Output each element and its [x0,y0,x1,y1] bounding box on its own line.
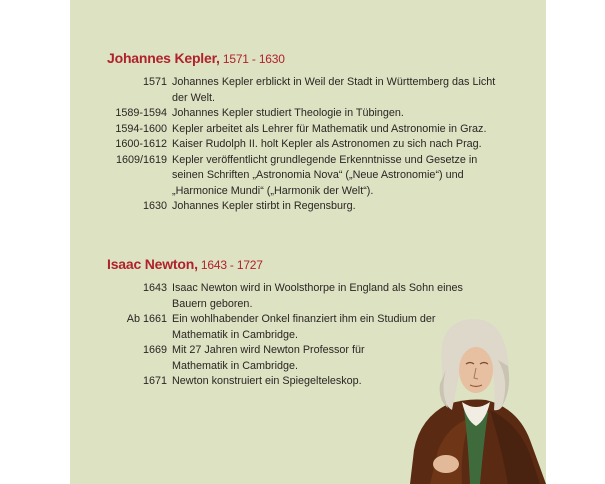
entry-text: Ein wohlhabender Onkel finanziert ihm ein Studium der Mathematik in Cambridge. [172,313,436,341]
entry-year: 1600-1612 [115,138,167,150]
timeline-entry [70,137,546,153]
newton-name: Isaac Newton, [107,256,198,272]
entry-year: 1594-1600 [115,122,167,135]
timeline-entry [70,106,546,122]
kepler-years: 1571 - 1630 [219,52,285,66]
timeline-entry [70,75,546,106]
entry-year: 1589-1594 [115,107,167,119]
entry-text: Kepler arbeitet als Lehrer für Mathematik und Astronomie in Graz. [172,122,487,135]
entry-year: 1571 [142,76,167,88]
kepler-timeline [70,75,546,215]
entry-year: 1630 [142,200,167,212]
entry-text: Johannes Kepler erblickt in Weil der Stadt in Württemberg das Licht der Welt. [172,76,496,104]
newton-portrait-illustration [390,300,546,484]
entry-text: Isaac Newton wird in Woolsthorpe in England als Sohn eines Bauern geboren. [172,282,463,310]
entry-text: Johannes Kepler studiert Theologie in Tübingen. [172,107,404,119]
newton-heading [107,256,263,272]
entry-year: Ab 1661 [126,313,167,325]
entry-year: 1609/1619 [115,153,167,166]
entry-text: Kaiser Rudolph II. holt Kepler als Astronomen zu sich nach Prag. [172,138,482,150]
kepler-name: Johannes Kepler, [107,50,220,66]
timeline-entry [70,153,546,200]
timeline-entry [70,122,546,138]
entry-year: 1669 [142,344,167,356]
entry-year: 1643 [142,282,167,294]
kepler-heading [107,50,285,66]
entry-text: Johannes Kepler stirbt in Regensburg. [172,200,356,212]
entry-text: Kepler veröffentlicht grundlegende Erkenntnisse und Gesetze in seinen Schriften „Astronomia Nova“ („Neue Astronomie“) und „Harmonice Mundi“ („Harmonik der Welt“). [172,153,478,197]
timeline-entry [70,199,546,215]
newton-years: 1643 - 1727 [197,258,263,272]
timeline-page [70,0,546,484]
entry-text: Newton konstruiert ein Spiegelteleskop. [172,375,362,387]
entry-year: 1671 [142,375,167,387]
entry-text: Mit 27 Jahren wird Newton Professor für Mathematik in Cambridge. [172,344,365,372]
